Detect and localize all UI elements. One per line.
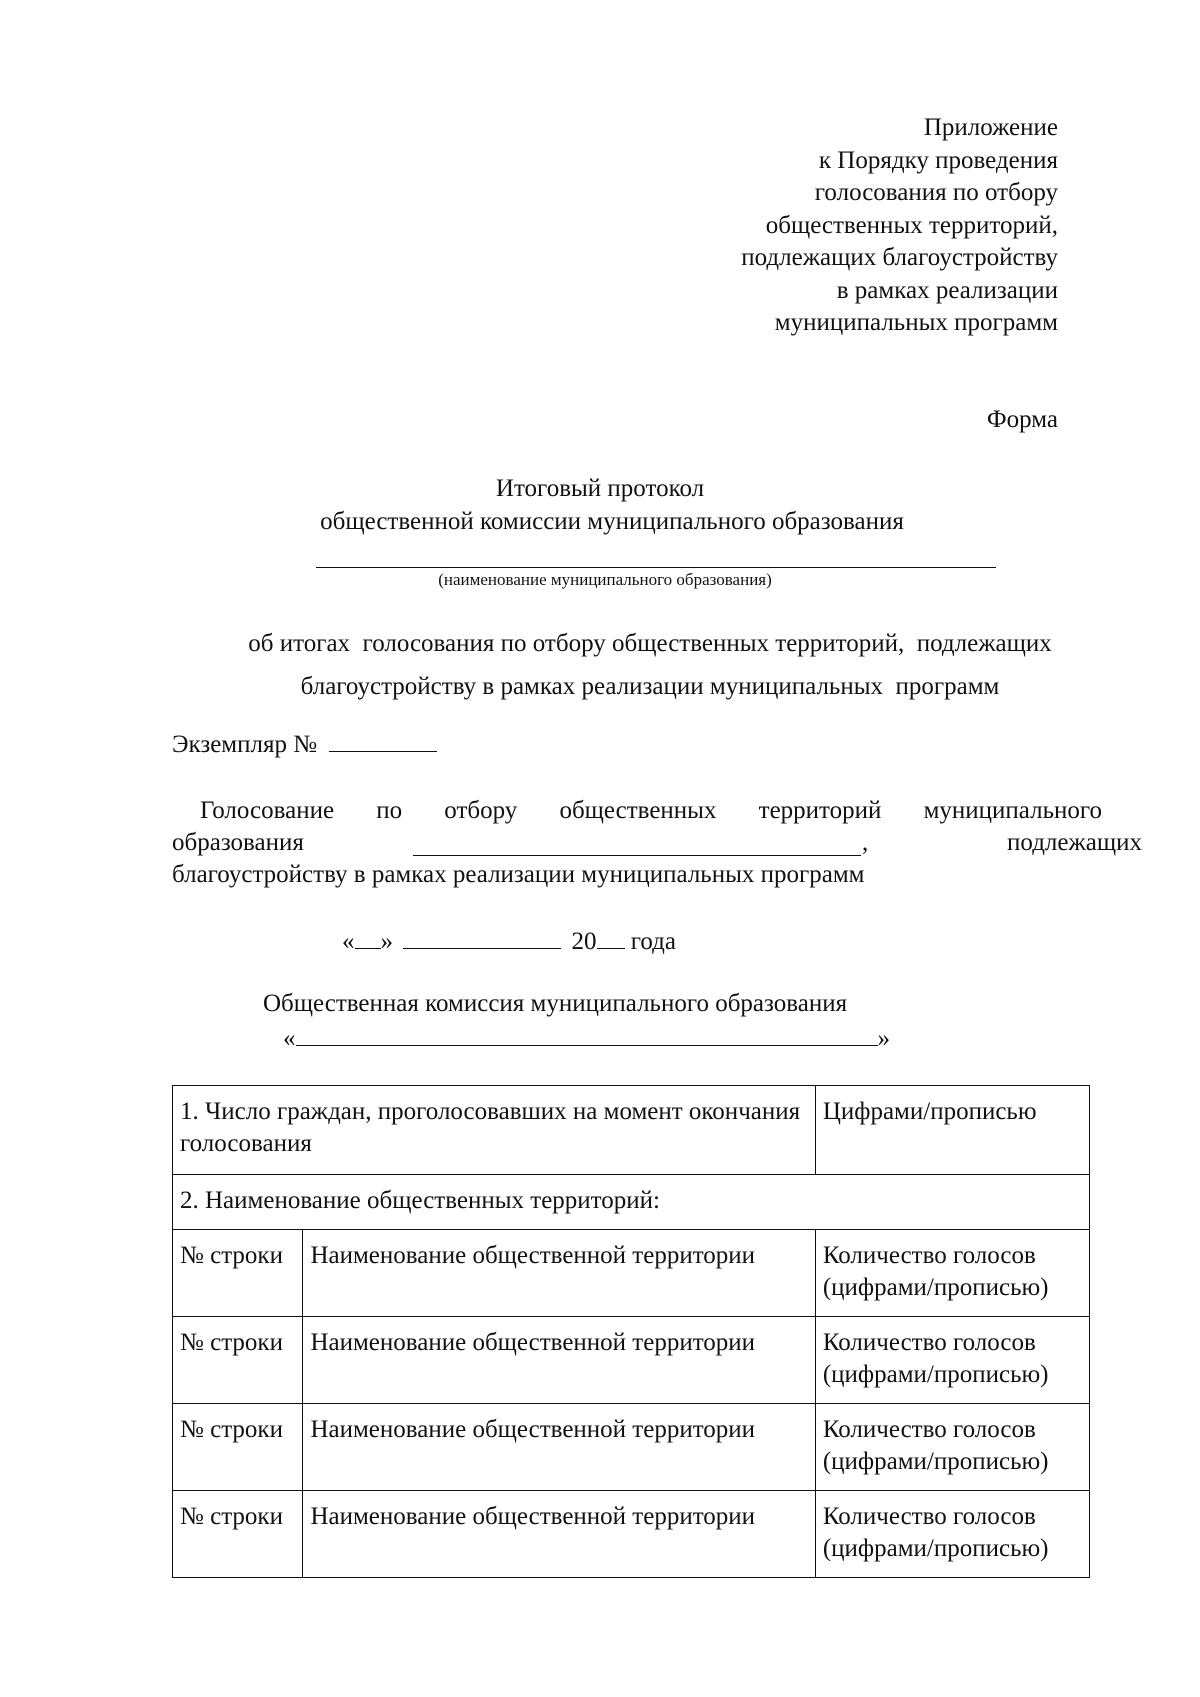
- paragraph-word: общественных: [559, 797, 717, 824]
- voters-count-value[interactable]: Цифрами/прописью: [815, 1086, 1089, 1175]
- appendix-line: к Порядку проведения: [818, 146, 1058, 174]
- municipality-name-field[interactable]: [316, 567, 996, 568]
- voting-paragraph: [172, 795, 1142, 891]
- quote-open: «: [342, 928, 355, 955]
- row-number-cell[interactable]: № строки: [173, 1491, 303, 1578]
- municipality-blank-field[interactable]: [413, 833, 861, 856]
- votes-count-cell[interactable]: Количество голосов (цифрами/прописью): [815, 1317, 1089, 1404]
- year-prefix: 20: [571, 928, 597, 955]
- year-field[interactable]: [597, 926, 625, 949]
- table-row: [173, 1491, 1090, 1578]
- paragraph-line-2: [172, 827, 1142, 859]
- quote-close: »: [877, 1025, 890, 1052]
- table-row: [173, 1230, 1090, 1317]
- territory-name-cell[interactable]: Наименование общественной территории: [303, 1317, 815, 1404]
- votes-count-cell[interactable]: Количество голосов (цифрами/прописью): [815, 1491, 1089, 1578]
- appendix-line: Приложение: [923, 114, 1058, 141]
- appendix-line: голосования по отбору: [814, 179, 1058, 206]
- paragraph-text: подлежащих: [1007, 829, 1142, 856]
- municipality-name-caption: (наименование муниципального образования): [438, 570, 772, 589]
- commission-line: Общественная комиссия муниципального образования: [263, 990, 848, 1017]
- quote-open: «: [283, 1025, 296, 1052]
- territory-name-cell[interactable]: Наименование общественной территории: [303, 1404, 815, 1491]
- appendix-line: подлежащих благоустройству: [741, 244, 1058, 271]
- exemplar-label: Экземпляр №: [172, 731, 318, 758]
- paragraph-line-1: [172, 795, 1102, 827]
- appendix-line: в рамках реализации: [836, 276, 1058, 304]
- day-field[interactable]: [355, 926, 381, 949]
- paragraph-word: территорий: [758, 797, 882, 824]
- table-row: [173, 1086, 1090, 1175]
- results-table: [172, 1085, 1090, 1578]
- table-row: [173, 1317, 1090, 1404]
- territory-name-cell[interactable]: Наименование общественной территории: [303, 1491, 815, 1578]
- territory-name-cell[interactable]: Наименование общественной территории: [303, 1230, 815, 1317]
- votes-count-cell[interactable]: Количество голосов (цифрами/прописью): [815, 1404, 1089, 1491]
- commission-name-row: [283, 1023, 890, 1053]
- row-number-cell[interactable]: № строки: [173, 1317, 303, 1404]
- paragraph-word: Голосование: [200, 797, 335, 824]
- table-row: [173, 1404, 1090, 1491]
- subtitle-line: об итогах голосования по отбору общественных территорий, подлежащих: [248, 630, 1052, 657]
- paragraph-word: по: [376, 797, 403, 824]
- subtitle-line: благоустройству в рамках реализации муниципальных программ: [300, 673, 1000, 700]
- paragraph-comma: ,: [862, 829, 869, 856]
- appendix-line: общественных территорий,: [765, 211, 1058, 239]
- paragraph-line-3: благоустройству в рамках реализации муниципальных программ: [172, 861, 865, 888]
- paragraph-word: отбору: [444, 797, 518, 824]
- row-number-cell[interactable]: № строки: [173, 1404, 303, 1491]
- date-row: [342, 926, 676, 956]
- appendix-block: [741, 112, 1058, 340]
- form-label: Форма: [986, 406, 1058, 433]
- voters-count-label: 1. Число граждан, проголосовавших на момент окончания голосования: [173, 1086, 816, 1175]
- votes-count-cell[interactable]: Количество голосов (цифрами/прописью): [815, 1230, 1089, 1317]
- year-suffix: года: [630, 928, 676, 955]
- paragraph-text: образования: [172, 829, 304, 856]
- table-row: [173, 1175, 1090, 1230]
- paragraph-word: муниципального: [923, 797, 1103, 824]
- exemplar-row: [172, 729, 437, 759]
- exemplar-number-field[interactable]: [329, 729, 437, 752]
- row-number-cell[interactable]: № строки: [173, 1230, 303, 1317]
- document-subtitle: [170, 622, 1130, 708]
- month-field[interactable]: [403, 926, 561, 949]
- territories-heading: 2. Наименование общественных территорий:: [173, 1175, 1090, 1230]
- appendix-line: муниципальных программ: [774, 309, 1058, 336]
- document-title-line2: общественной комиссии муниципального образования: [320, 508, 904, 535]
- document-title: Итоговый протокол: [495, 475, 705, 502]
- commission-name-field[interactable]: [296, 1023, 878, 1046]
- quote-close: »: [380, 928, 393, 955]
